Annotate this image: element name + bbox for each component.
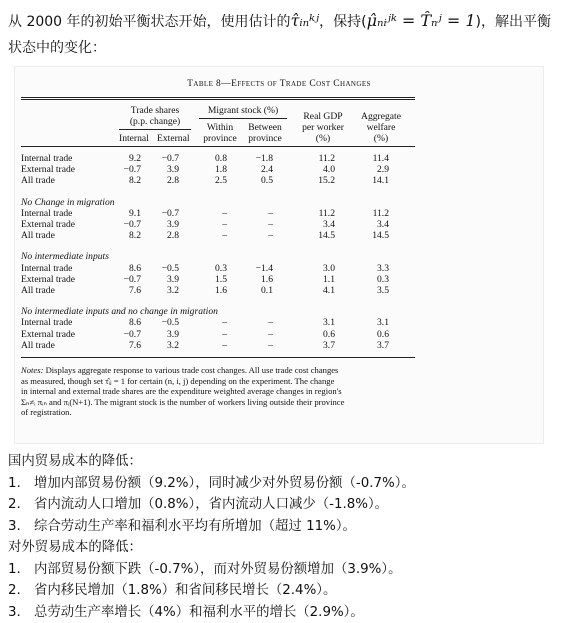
- list-number: 1.: [8, 473, 34, 495]
- table-cell: −0.7: [139, 208, 179, 219]
- table-cell: 3.5: [349, 285, 389, 296]
- table-cell: 11.2: [349, 208, 389, 219]
- table-cell: −0.5: [139, 263, 179, 274]
- table-cell: 1.6: [233, 274, 273, 285]
- table-cell: 2.5: [187, 175, 227, 186]
- list-number: 2.: [8, 580, 34, 602]
- table-cell: 3.0: [295, 263, 335, 274]
- list-text: 内部贸易份额下跌（-0.7%），而对外贸易份额增加（3.9%）。: [34, 559, 401, 581]
- notes-line-5: of registration.: [21, 407, 72, 417]
- table-cell: 2.4: [233, 164, 273, 175]
- header-welfare-3: (%): [351, 133, 411, 144]
- header-rule-trade: [119, 129, 191, 130]
- table-cell: 3.9: [139, 274, 179, 285]
- table-cell: 2.9: [349, 164, 389, 175]
- table-cell: 3.3: [349, 263, 389, 274]
- header-trade-shares-unit: (p.p. change): [119, 116, 191, 127]
- header-within-province: province: [199, 133, 241, 144]
- intro-suffix: )，解出平衡状态中的变化：: [8, 14, 551, 56]
- table-cell: 1.6: [187, 285, 227, 296]
- section-title: No intermediate inputs and no change in migration: [21, 306, 218, 317]
- list-item: [8, 602, 558, 623]
- table-cell: 1.5: [187, 274, 227, 285]
- heading-external: 对外贸易成本的降低：: [8, 537, 558, 559]
- table-cell: 3.1: [349, 317, 389, 328]
- header-internal: Internal: [119, 133, 149, 144]
- table-cell: –: [187, 208, 227, 219]
- list-text: 增加内部贸易份额（9.2%），同时减少对外贸易份额（-0.7%）。: [34, 473, 415, 495]
- intro-prefix: 从 2000 年的初始平衡状态开始，使用估计的: [8, 14, 291, 30]
- section-title: No Change in migration: [21, 197, 115, 208]
- row-label: All trade: [21, 285, 55, 296]
- table-cell: 11.2: [295, 208, 335, 219]
- analysis-text: [8, 451, 558, 623]
- table-cell: 7.6: [101, 285, 141, 296]
- table-cell: 11.4: [349, 153, 389, 164]
- header-trade-shares: Trade shares: [119, 105, 191, 116]
- row-label: External trade: [21, 329, 75, 340]
- list-number: 1.: [8, 559, 34, 581]
- list-item: [8, 580, 558, 602]
- table-cell: 4.1: [295, 285, 335, 296]
- header-gdp-1: Real GDP: [297, 111, 349, 122]
- table-cell: 3.1: [295, 317, 335, 328]
- table-cell: 11.2: [295, 153, 335, 164]
- table-cell: −0.7: [101, 219, 141, 230]
- table-cell: −0.7: [101, 274, 141, 285]
- table-cell: –: [187, 219, 227, 230]
- row-label: Internal trade: [21, 153, 72, 164]
- table-notes: [21, 365, 413, 418]
- intro-paragraph: [8, 8, 556, 61]
- table-cell: −0.5: [139, 317, 179, 328]
- row-label: External trade: [21, 164, 75, 175]
- table-top-rule-2: [21, 99, 415, 100]
- table-cell: 8.6: [101, 317, 141, 328]
- notes-line-2: as measured, though set τ̂ᵢⱼ = 1 for certain (n, i, j) depending on the experiment. The change: [21, 376, 334, 386]
- table-cell: 9.1: [101, 208, 141, 219]
- table-cell: −1.8: [233, 153, 273, 164]
- row-label: All trade: [21, 175, 55, 186]
- list-number: 3.: [8, 602, 34, 623]
- list-external: [8, 559, 558, 623]
- list-item: [8, 516, 558, 538]
- header-welfare-2: welfare: [351, 122, 411, 133]
- list-item: [8, 494, 558, 516]
- table-cell: 1.1: [295, 274, 335, 285]
- table-cell: 14.5: [349, 230, 389, 241]
- table-cell: 0.3: [349, 274, 389, 285]
- row-label: All trade: [21, 230, 55, 241]
- table-title: Table 8—Effects of Trade Cost Changes: [15, 79, 543, 89]
- table-cell: 3.7: [295, 340, 335, 351]
- table-cell: 8.2: [101, 175, 141, 186]
- table-cell: –: [233, 317, 273, 328]
- table-top-rule: [21, 97, 415, 98]
- table-cell: 2.8: [139, 230, 179, 241]
- table-cell: −0.7: [139, 153, 179, 164]
- header-bottom-rule: [21, 146, 415, 147]
- table-cell: 4.0: [295, 164, 335, 175]
- header-gdp-3: (%): [297, 133, 349, 144]
- table-cell: 3.7: [349, 340, 389, 351]
- table-cell: 2.8: [139, 175, 179, 186]
- header-gdp-2: per worker: [297, 122, 349, 133]
- table-cell: 15.2: [295, 175, 335, 186]
- notes-line-4: Σₙ≠ᵢ πᵢₙ and πᵢ(N+1). The migrant stock is the number of workers living outside their province: [21, 397, 344, 407]
- notes-lead: Notes:: [21, 365, 43, 375]
- table-cell: −1.4: [233, 263, 273, 274]
- table-cell: –: [187, 317, 227, 328]
- table-cell: –: [233, 230, 273, 241]
- table-bottom-rule: [21, 357, 415, 358]
- table-cell: 0.5: [233, 175, 273, 186]
- row-label: External trade: [21, 274, 75, 285]
- table-cell: 7.6: [101, 340, 141, 351]
- table-cell: –: [233, 329, 273, 340]
- table-cell: 14.1: [349, 175, 389, 186]
- list-text: 综合劳动生产率和福利水平均有所增加（超过 11%）。: [34, 516, 356, 538]
- intro-mid: ，保持(: [319, 14, 366, 30]
- row-label: Internal trade: [21, 317, 72, 328]
- row-label: Internal trade: [21, 208, 72, 219]
- table-cell: –: [233, 219, 273, 230]
- table-cell: 3.9: [139, 329, 179, 340]
- list-text: 省内移民增加（1.8%）和省间移民增长（2.4%）。: [34, 580, 336, 602]
- table-cell: –: [187, 340, 227, 351]
- table-cell: 0.1: [233, 285, 273, 296]
- table-cell: –: [233, 208, 273, 219]
- table-cell: 8.2: [101, 230, 141, 241]
- table-cell: −0.7: [101, 329, 141, 340]
- list-text: 省内流动人口增加（0.8%），省内流动人口减少（-1.8%）。: [34, 494, 388, 516]
- table-cell: 0.3: [187, 263, 227, 274]
- section-title: No intermediate inputs: [21, 251, 109, 262]
- table-cell: 3.2: [139, 285, 179, 296]
- header-welfare-1: Aggregate: [351, 111, 411, 122]
- table-cell: 3.9: [139, 219, 179, 230]
- table-cell: 8.6: [101, 263, 141, 274]
- table-cell: 14.5: [295, 230, 335, 241]
- table-cell: −0.7: [101, 164, 141, 175]
- heading-internal: 国内贸易成本的降低：: [8, 451, 558, 473]
- header-within: Within: [199, 122, 241, 133]
- header-migrant-stock: Migrant stock (%): [199, 105, 287, 116]
- row-label: All trade: [21, 340, 55, 351]
- notes-line-1: Displays aggregate response to various trade cost changes. All use trade cost changes: [43, 365, 338, 375]
- table-cell: 0.6: [349, 329, 389, 340]
- table-cell: –: [187, 329, 227, 340]
- list-number: 3.: [8, 516, 34, 538]
- formula-mu: μ̂ₙᵢʲᵏ = T̂ₙʲ = 1: [367, 11, 476, 30]
- list-item: [8, 559, 558, 581]
- list-internal: [8, 473, 558, 538]
- table-cell: –: [233, 340, 273, 351]
- table-cell: 3.4: [349, 219, 389, 230]
- header-rule-migrant: [199, 118, 287, 119]
- list-item: [8, 473, 558, 495]
- list-number: 2.: [8, 494, 34, 516]
- table-cell: 3.9: [139, 164, 179, 175]
- table-cell: 0.8: [187, 153, 227, 164]
- table-cell: 0.6: [295, 329, 335, 340]
- table-cell: 9.2: [101, 153, 141, 164]
- notes-line-3: in internal and external trade shares are the expenditure weighted average changes in region's: [21, 386, 342, 396]
- table-cell: 1.8: [187, 164, 227, 175]
- list-text: 总劳动生产率增长（4%）和福利水平的增长（2.9%）。: [34, 602, 364, 623]
- row-label: Internal trade: [21, 263, 72, 274]
- formula-tau: τ̂ᵢₙᵏʲ: [291, 11, 320, 30]
- table-cell: –: [187, 230, 227, 241]
- table-cell: 3.4: [295, 219, 335, 230]
- header-between: Between: [243, 122, 287, 133]
- header-external: External: [157, 133, 190, 144]
- row-label: External trade: [21, 219, 75, 230]
- table-image: [14, 66, 544, 444]
- table-cell: 3.2: [139, 340, 179, 351]
- header-between-province: province: [243, 133, 287, 144]
